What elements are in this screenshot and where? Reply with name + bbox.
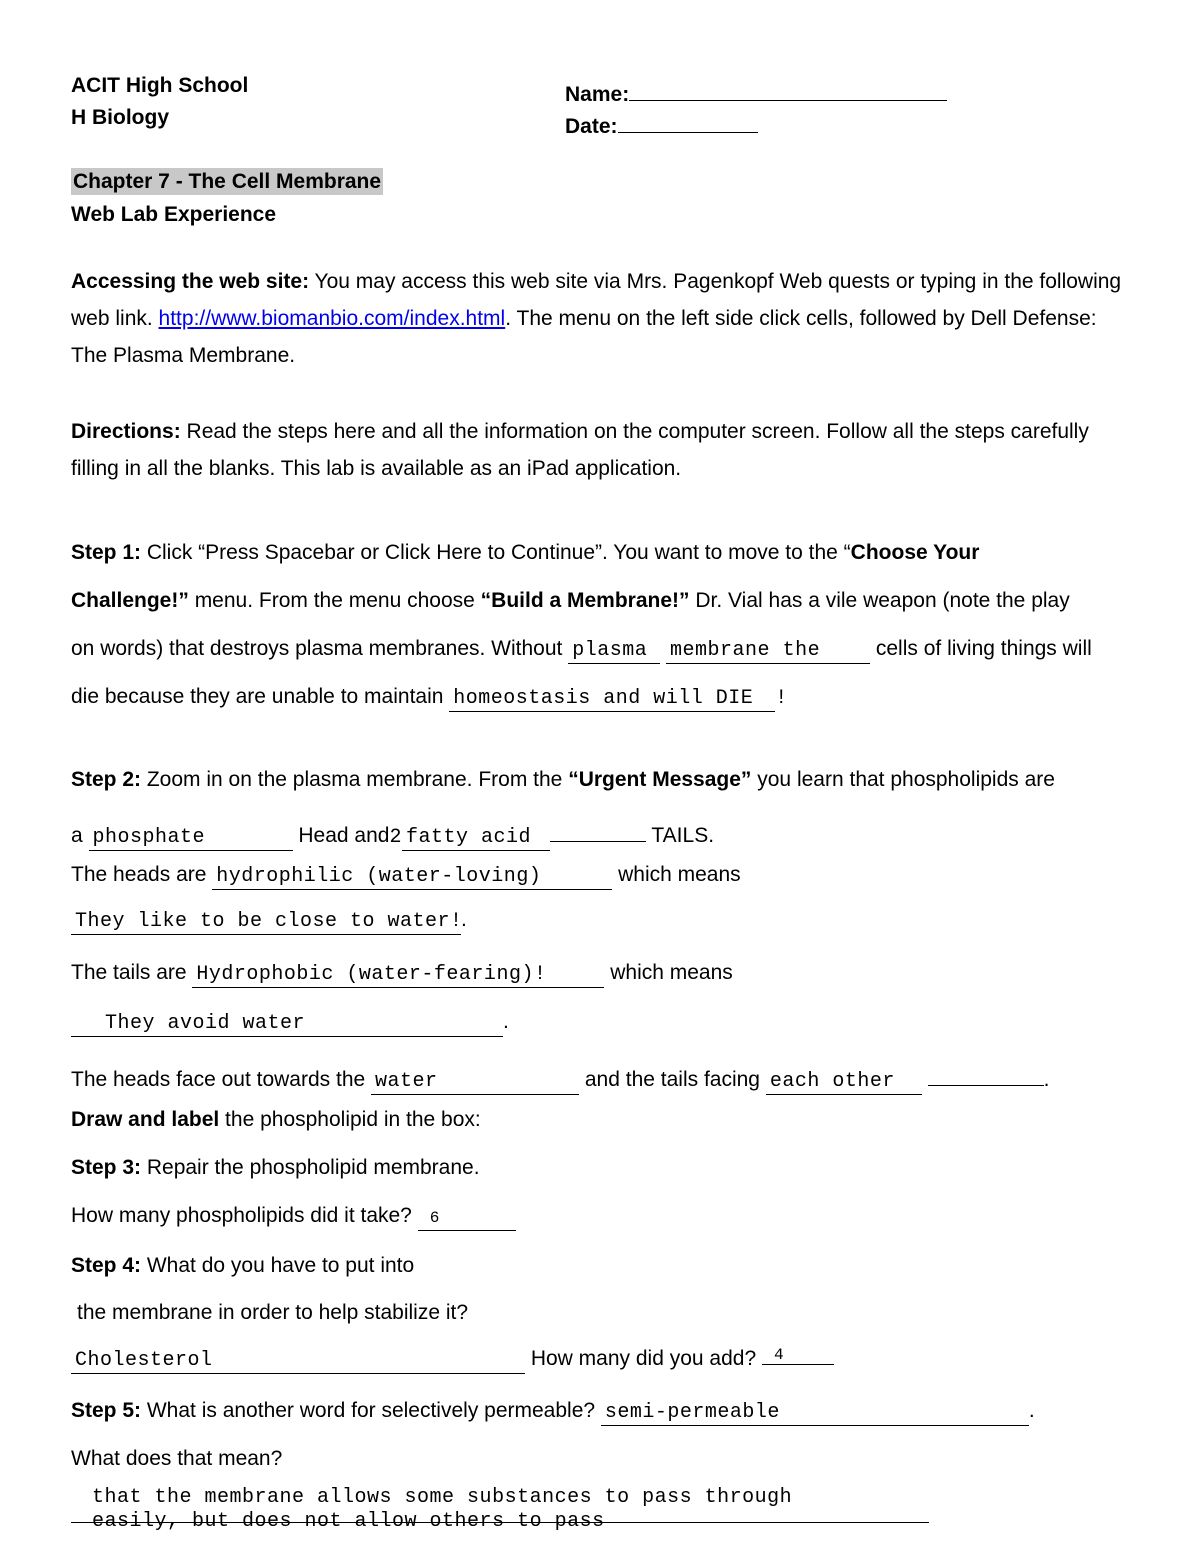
step4-line: Step 4: What do you have to put into bbox=[71, 1254, 415, 1277]
step1-line1: Step 1: Click “Press Spacebar or Click Here to Continue”. You want to move to the “Choose Your bbox=[71, 541, 980, 564]
biomanbio-link[interactable]: http://www.biomanbio.com/index.html bbox=[158, 307, 506, 330]
answer-fatty-acid[interactable]: fatty acid bbox=[402, 826, 550, 851]
answer-meaning-line2[interactable]: easily, but does not allow others to pass bbox=[92, 1510, 605, 1533]
answer-cholesterol-count[interactable]: 4 bbox=[762, 1346, 834, 1365]
step5-question: What does that mean? bbox=[71, 1447, 283, 1470]
step1-line2: Challenge!” menu. From the menu choose “Build a Membrane!” Dr. Vial has a vile weapon (note the play bbox=[71, 589, 1070, 612]
answer-phosphate[interactable]: phosphate bbox=[89, 826, 293, 851]
answer-plasma[interactable]: plasma bbox=[568, 639, 660, 664]
step1-line4: die because they are unable to maintain homeostasis and will DIE ! bbox=[71, 685, 788, 710]
answer-each-other[interactable]: each other bbox=[766, 1070, 922, 1095]
heads-line: The heads are hydrophilic (water-loving) which means bbox=[71, 863, 741, 888]
step2-line1: Step 2: Zoom in on the plasma membrane. From the “Urgent Message” you learn that phospholipids are bbox=[71, 768, 1055, 791]
answer-phospholipid-count[interactable]: 6 bbox=[418, 1206, 516, 1231]
heads-means: They like to be close to water!. bbox=[71, 908, 467, 935]
school-name: ACIT High School bbox=[71, 74, 249, 97]
step4-answer-line: Cholesterol How many did you add? 4 bbox=[71, 1346, 834, 1374]
step2-line2: a phosphate Head and2 fatty acid TAILS. bbox=[71, 815, 714, 851]
step5-line: Step 5: What is another word for selectively permeable? semi-permeable . bbox=[71, 1399, 1035, 1424]
step3-line: Step 3: Repair the phospholipid membrane. bbox=[71, 1156, 480, 1179]
step4-line2: the membrane in order to help stabilize it? bbox=[77, 1301, 469, 1324]
draw-instruction: Draw and label the phospholipid in the box: bbox=[71, 1108, 481, 1131]
answer-heads-means[interactable]: They like to be close to water! bbox=[71, 910, 461, 935]
answer-semi-permeable[interactable]: semi-permeable bbox=[601, 1401, 1029, 1426]
access-paragraph: Accessing the web site: You may access this web site via Mrs. Pagenkopf Web quests or typing in the following web link. http://www.biomanbio.com/index.html. The menu on the left side click cells, followed by Dell Defense: The Plasma Membrane. bbox=[71, 270, 1122, 367]
date-field[interactable]: Date: bbox=[565, 106, 758, 139]
step3-question: How many phospholipids did it take? 6 bbox=[71, 1204, 516, 1231]
answer-membrane[interactable]: membrane the bbox=[666, 639, 870, 664]
name-field[interactable]: Name: bbox=[565, 74, 947, 107]
answer-hydrophilic[interactable]: hydrophilic (water-loving) bbox=[212, 865, 612, 890]
answer-tails-means[interactable]: They avoid water bbox=[71, 1012, 503, 1037]
tails-line: The tails are Hydrophobic (water-fearing)! which means bbox=[71, 961, 733, 986]
course-name: H Biology bbox=[71, 106, 169, 129]
step1-line3: on words) that destroys plasma membranes. Without plasma membrane the cells of living things will bbox=[71, 637, 1092, 662]
answer-meaning-line1[interactable]: that the membrane allows some substances to pass through bbox=[92, 1486, 793, 1509]
face-line: The heads face out towards the water and the tails facing each other . bbox=[71, 1059, 1050, 1095]
answer-homeostasis[interactable]: homeostasis and will DIE bbox=[449, 687, 775, 712]
chapter-title: Chapter 7 - The Cell Membrane bbox=[73, 170, 382, 193]
answer-water[interactable]: water bbox=[371, 1070, 579, 1095]
tails-means: They avoid water . bbox=[71, 1010, 509, 1037]
answer-hydrophobic[interactable]: Hydrophobic (water-fearing)! bbox=[192, 963, 604, 988]
directions-paragraph: Directions: Read the steps here and all the information on the computer screen. Follow all the steps carefully filling in all the blanks. This lab is available as an iPad application. bbox=[71, 420, 1089, 480]
subtitle: Web Lab Experience bbox=[71, 203, 277, 226]
answer-cholesterol[interactable]: Cholesterol bbox=[71, 1349, 525, 1374]
